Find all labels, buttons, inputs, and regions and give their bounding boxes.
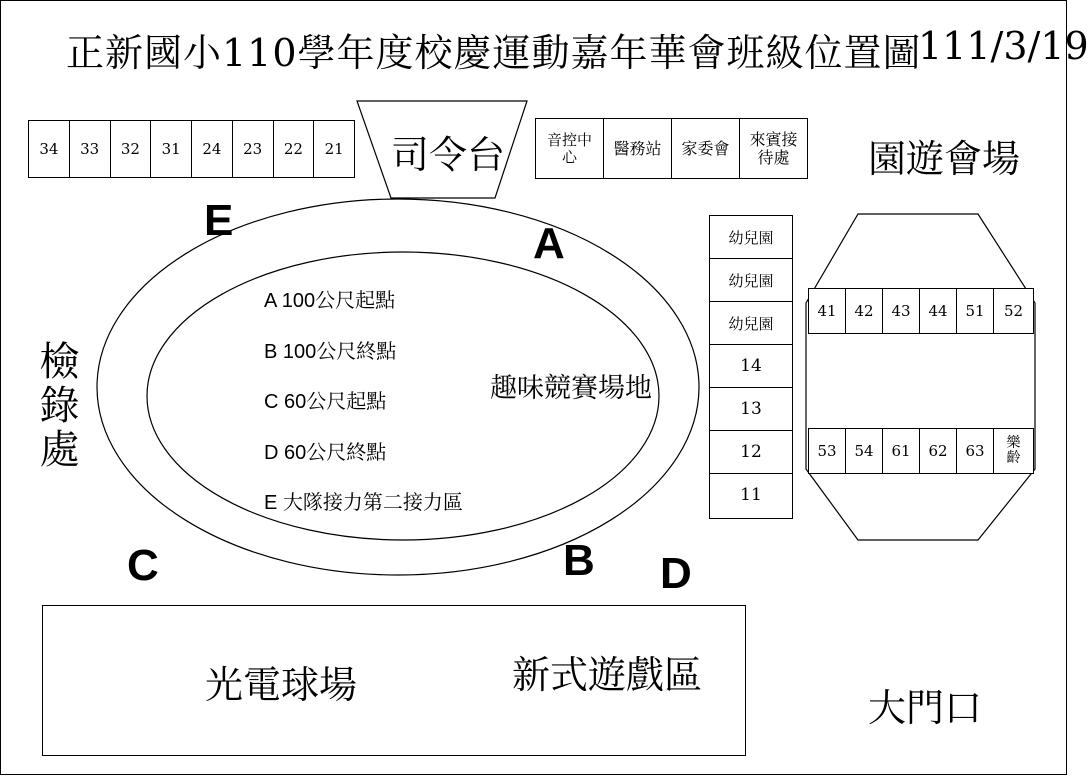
class-cell-34: 34 (29, 121, 70, 177)
event-date: 111/3/19 (918, 24, 1089, 68)
class-cell-33: 33 (70, 121, 111, 177)
class-cell-11: 11 (740, 485, 762, 505)
class-cell-43: 43 (883, 289, 920, 333)
service-medical-station: 醫務站 (604, 119, 672, 178)
class-cell-51: 51 (957, 289, 994, 333)
octagon-area (803, 211, 1043, 545)
legend-b: B 100公尺終點 (264, 341, 397, 363)
games-label: 新式遊戲區 (512, 653, 703, 697)
track-point-d: D (660, 549, 692, 598)
legend-a: A 100公尺起點 (264, 290, 396, 312)
class-cell-22: 22 (274, 121, 315, 177)
track-point-c: C (127, 541, 159, 590)
legend-c: C 60公尺起點 (264, 391, 387, 413)
class-cell-13: 13 (710, 388, 792, 431)
class-cell-54: 54 (846, 429, 883, 473)
class-cell-21: 21 (324, 139, 344, 158)
class-cell-44: 44 (920, 289, 957, 333)
class-cell-42: 42 (846, 289, 883, 333)
service-audio-control: 音控中心 (536, 119, 604, 178)
class-cell-41: 41 (809, 289, 846, 333)
track-point-b: B (563, 536, 595, 585)
class-cell-63: 63 (957, 429, 994, 473)
legend-e: E 大隊接力第二接力區 (264, 492, 463, 514)
legend-d: D 60公尺終點 (264, 442, 387, 464)
kindergarten-cell: 幼兒園 (710, 216, 792, 259)
track-point-a: A (533, 219, 565, 268)
service-parents-committee: 家委會 (672, 119, 740, 178)
track-point-e: E (204, 196, 234, 245)
map-title: 正新國小110學年度校慶運動嘉年華會班級位置圖 (66, 31, 922, 75)
octagon-top-row (808, 288, 1034, 334)
court-label: 光電球場 (205, 663, 358, 707)
class-cell-24: 24 (192, 121, 233, 177)
kindergarten-column (709, 215, 793, 519)
service-guest-reception: 來賓接待處 (749, 129, 798, 167)
top-class-row (28, 120, 355, 178)
fun-area-label: 趣味競賽場地 (490, 373, 652, 404)
class-cell-52: 52 (1003, 301, 1024, 320)
class-cell-61: 61 (883, 429, 920, 473)
stage-label: 司令台 (391, 133, 506, 177)
class-cell-14: 14 (710, 345, 792, 388)
service-row (535, 118, 808, 179)
class-cell-senior: 樂齡 (1006, 434, 1021, 466)
class-cell-53: 53 (809, 429, 846, 473)
class-cell-31: 31 (151, 121, 192, 177)
class-cell-32: 32 (111, 121, 152, 177)
class-cell-12: 12 (710, 431, 792, 474)
class-cell-23: 23 (233, 121, 274, 177)
checkin-label: 檢錄處 (33, 340, 79, 472)
kindergarten-cell: 幼兒園 (710, 259, 792, 302)
class-cell-62: 62 (920, 429, 957, 473)
octagon-bottom-row (808, 428, 1034, 474)
gate-label: 大門口 (868, 686, 983, 730)
kindergarten-cell: 幼兒園 (710, 302, 792, 345)
fair-label: 園遊會場 (868, 137, 1021, 181)
